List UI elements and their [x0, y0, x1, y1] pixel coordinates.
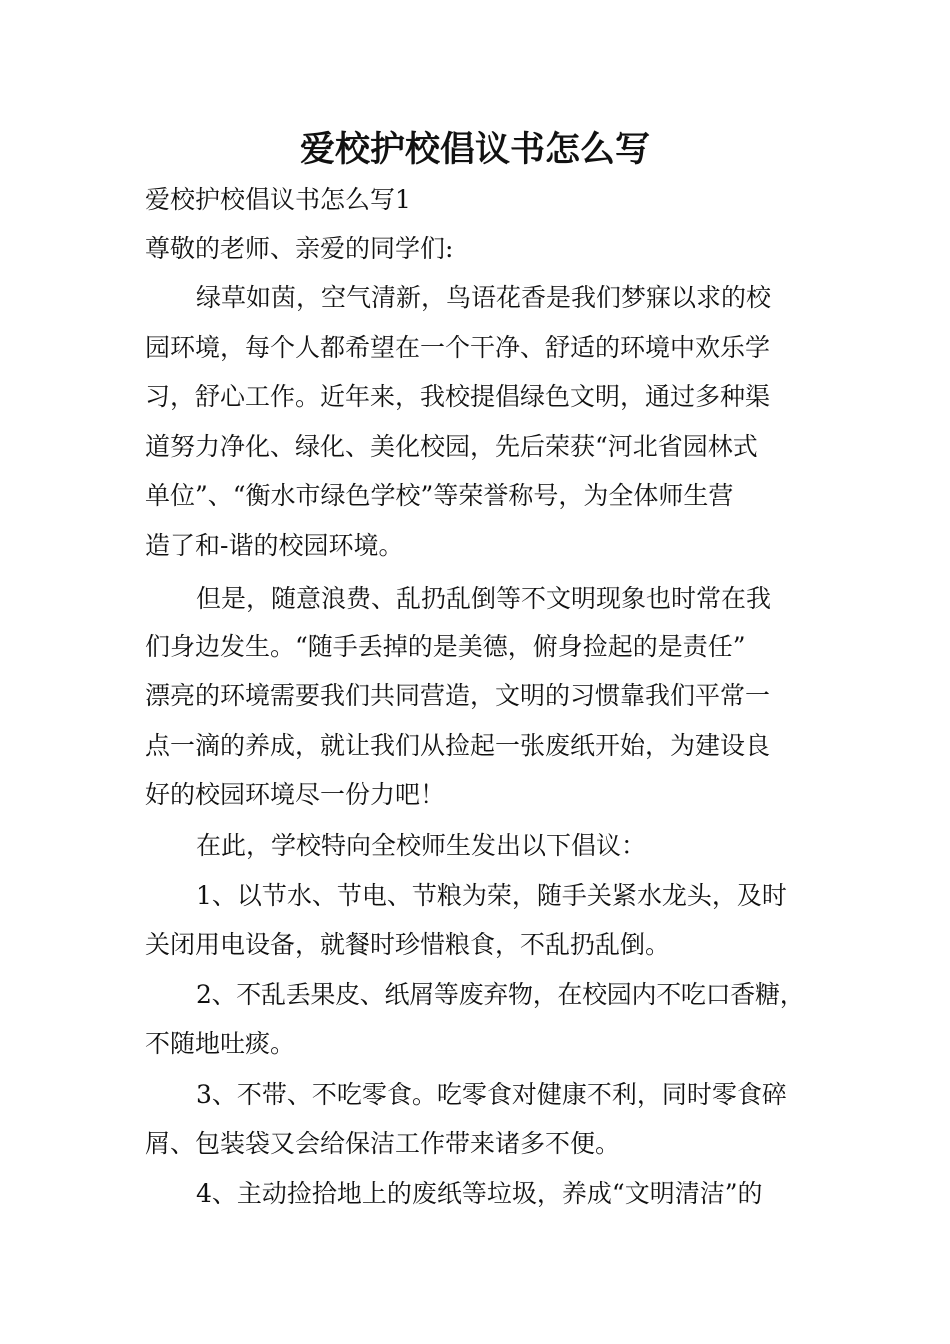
paragraph-3-line-1: 在此，学校特向全校师生发出以下倡议： [196, 831, 647, 860]
paragraph-1-line-5: 单位”、“衡水市绿色学校”等荣誉称号，为全体师生营 [145, 481, 734, 510]
item-2-line-1: 2、不乱丢果皮、纸屑等废弃物，在校园内不吃口香糖， [196, 980, 805, 1009]
salutation: 尊敬的老师、亲爱的同学们: [145, 234, 454, 263]
item-3-line-1: 3、不带、不吃零食。吃零食对健康不利，同时零食碎 [196, 1080, 787, 1109]
paragraph-2-line-2: 们身边发生。“随手丢掉的是美德，俯身捡起的是责任” [145, 632, 746, 661]
item-1-line-2: 关闭用电设备，就餐时珍惜粮食，不乱扔乱倒。 [145, 930, 671, 959]
paragraph-2-line-5: 好的校园环境尽一份力吧！ [145, 780, 446, 809]
paragraph-2-line-4: 点一滴的养成，就让我们从捡起一张废纸开始，为建设良 [145, 731, 771, 760]
item-3-line-2: 屑、包装袋又会给保洁工作带来诸多不便。 [145, 1129, 621, 1158]
item-1-line-1: 1、以节水、节电、节粮为荣，随手关紧水龙头，及时 [196, 881, 787, 910]
paragraph-2-line-3: 漂亮的环境需要我们共同营造，文明的习惯靠我们平常一 [145, 681, 771, 710]
document-subtitle: 爱校护校倡议书怎么写1 [145, 185, 411, 214]
paragraph-1-line-4: 道努力净化、绿化、美化校园，先后荣获“河北省园林式 [145, 432, 758, 461]
paragraph-1-line-6: 造了和-谐的校园环境。 [145, 531, 404, 560]
document-title: 爱校护校倡议书怎么写 [299, 129, 650, 170]
item-4-line-1: 4、主动捡拾地上的废纸等垃圾，养成“文明清洁”的 [196, 1179, 763, 1208]
paragraph-2-line-1: 但是，随意浪费、乱扔乱倒等不文明现象也时常在我 [196, 584, 772, 613]
paragraph-1-line-2: 园环境，每个人都希望在一个干净、舒适的环境中欢乐学 [145, 333, 771, 362]
paragraph-1-line-1: 绿草如茵，空气清新，鸟语花香是我们梦寐以求的校 [196, 283, 772, 312]
item-2-line-2: 不随地吐痰。 [145, 1029, 296, 1058]
paragraph-1-line-3: 习，舒心工作。近年来，我校提倡绿色文明，通过多种渠 [145, 382, 771, 411]
